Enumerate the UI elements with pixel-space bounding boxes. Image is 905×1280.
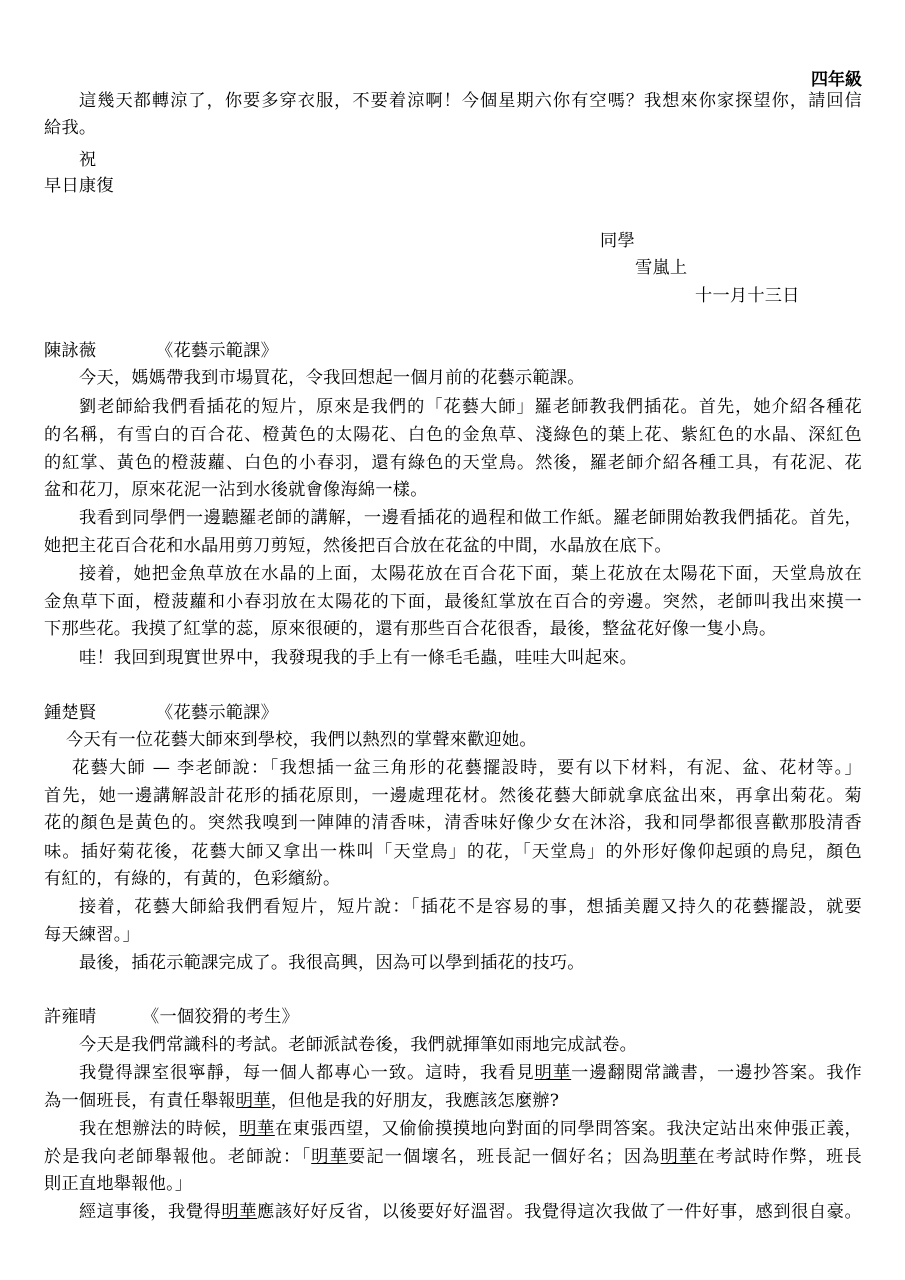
essay-1-line: 劉老師給我們看插花的短片，原來是我們的「花藝大師」羅老師教我們插花。首先，她介紹各種花 — [79, 397, 862, 417]
letter-signature: 雪嵐上 — [635, 258, 688, 278]
essay-2-line: 花藝大師 — 李老師說：「我想插一盆三角形的花藝擺設時，要有以下材料，有泥、盆、花材等。」 — [72, 758, 862, 778]
underlined-name: 明華 — [534, 1063, 572, 1083]
underlined-name: 明華 — [235, 1091, 271, 1111]
letter-wish: 早日康復 — [44, 176, 114, 196]
essay-2-line: 花的顏色是黃色的。突然我嗅到一陣陣的清香味，清香味好像少女在沐浴，我和同學都很喜歡那股清香 — [44, 813, 862, 833]
essay-1-title: 《花藝示範課》 — [156, 341, 279, 361]
essay-1-author: 陳詠薇 — [44, 341, 97, 361]
essay-2-line: 每天練習。」 — [44, 925, 141, 945]
essay-2-line: 接着，花藝大師給我們看短片，短片說：「插花不是容易的事，想插美麗又持久的花藝擺設，就要 — [79, 897, 862, 917]
essay-2-header — [44, 702, 862, 724]
letter-recipient: 同學 — [600, 231, 635, 251]
essay-1-line: 的紅掌、黃色的橙菠蘿、白色的小春羽，還有綠色的天堂鳥。然後，羅老師介紹各種工具，有花泥、花 — [44, 453, 862, 473]
essay-1-line: 下那些花。我摸了紅掌的蕊，原來很硬的，還有那些百合花很香，最後，整盆花好像一隻小鳥。 — [44, 619, 777, 639]
underlined-name: 明華 — [221, 1202, 258, 1222]
underlined-name: 明華 — [311, 1147, 349, 1167]
essay-1-line: 今天，媽媽帶我到市場買花，令我回想起一個月前的花藝示範課。 — [79, 368, 585, 388]
essay-3-line: 今天是我們常識科的考試。老師派試卷後，我們就揮筆如雨地完成試卷。 — [79, 1035, 638, 1055]
essay-3-title: 《一個狡猾的考生》 — [142, 1007, 299, 1027]
essay-2-line: 最後，插花示範課完成了。我很高興，因為可以學到插花的技巧。 — [79, 953, 585, 973]
essay-3-author: 許雍晴 — [44, 1007, 97, 1027]
underlined-name: 明華 — [660, 1147, 698, 1167]
essay-2-author: 鍾楚賢 — [44, 703, 97, 723]
essay-1-line: 金魚草下面，橙菠蘿和小春羽放在太陽花的下面，最後紅掌放在百合的旁邊。突然，老師叫我出來摸一 — [44, 592, 862, 612]
essay-1-line: 的名稱，有雪白的百合花、橙黃色的太陽花、白色的金魚草、淺綠色的葉上花、紫紅色的水晶、深紅色 — [44, 425, 862, 445]
grade-label: 四年級 — [811, 70, 862, 90]
essay-2-title: 《花藝示範課》 — [156, 703, 279, 723]
essay-3-header — [44, 1006, 862, 1028]
essay-3-line: 我在想辦法的時候，明華在東張西望，又偷偷摸摸地向對面的同學問答案。我決定站出來伸張正義， — [79, 1119, 862, 1139]
essay-2-line: 首先，她一邊講解設計花形的插花原則，一邊處理花材。然後花藝大師就拿底盆出來，再拿出菊花。菊 — [44, 786, 862, 806]
letter-greeting: 祝 — [79, 150, 97, 170]
essay-2-line: 今天有一位花藝大師來到學校，我們以熱烈的掌聲來歡迎她。 — [66, 730, 537, 750]
essay-3-line: 我覺得課室很寧靜，每一個人都專心一致。這時，我看見明華一邊翻閱常識書，一邊抄答案。我作 — [79, 1063, 862, 1083]
essay-3-line: 則正直地舉報他。」 — [44, 1174, 193, 1194]
essay-1-header — [44, 340, 862, 362]
essay-3-line: 經這事後，我覺得明華應該好好反省，以後要好好溫習。我覺得這次我做了一件好事，感到很自豪。 — [79, 1202, 862, 1222]
essay-1-line: 盆和花刀，原來花泥一沾到水後就會像海綿一樣。 — [44, 480, 428, 500]
letter-line-2: 給我。 — [44, 118, 97, 138]
letter-line-1: 這幾天都轉涼了，你要多穿衣服，不要着涼啊！今個星期六你有空嗎？我想來你家探望你，請回信 — [79, 91, 862, 111]
essay-3-line: 於是我向老師舉報他。老師說：「明華要記一個壞名，班長記一個好名；因為明華在考試時作弊，班長 — [44, 1147, 862, 1167]
essay-2-line: 味。插好菊花後，花藝大師又拿出一株叫「天堂鳥」的花，「天堂鳥」的外形好像仰起頭的鳥兒，顏色 — [44, 842, 862, 862]
essay-2-line: 有紅的，有綠的，有黃的，色彩繽紛。 — [44, 869, 341, 889]
essay-1-line: 接着，她把金魚草放在水晶的上面，太陽花放在百合花下面，葉上花放在太陽花下面，天堂鳥放在 — [79, 564, 862, 584]
essay-3-line: 為一個班長，有責任舉報明華，但他是我的好朋友，我應該怎麼辦? — [44, 1091, 560, 1111]
letter-date: 十一月十三日 — [695, 286, 800, 306]
essay-1-line: 哇！我回到現實世界中，我發現我的手上有一條毛毛蟲，哇哇大叫起來。 — [79, 648, 638, 668]
essay-1-line: 我看到同學們一邊聽羅老師的講解，一邊看插花的過程和做工作紙。羅老師開始教我們插花。首先， — [79, 508, 862, 528]
essay-1-line: 她把主花百合花和水晶用剪刀剪短，然後把百合放在花盆的中間，水晶放在底下。 — [44, 536, 672, 556]
underlined-name: 明華 — [239, 1119, 275, 1139]
